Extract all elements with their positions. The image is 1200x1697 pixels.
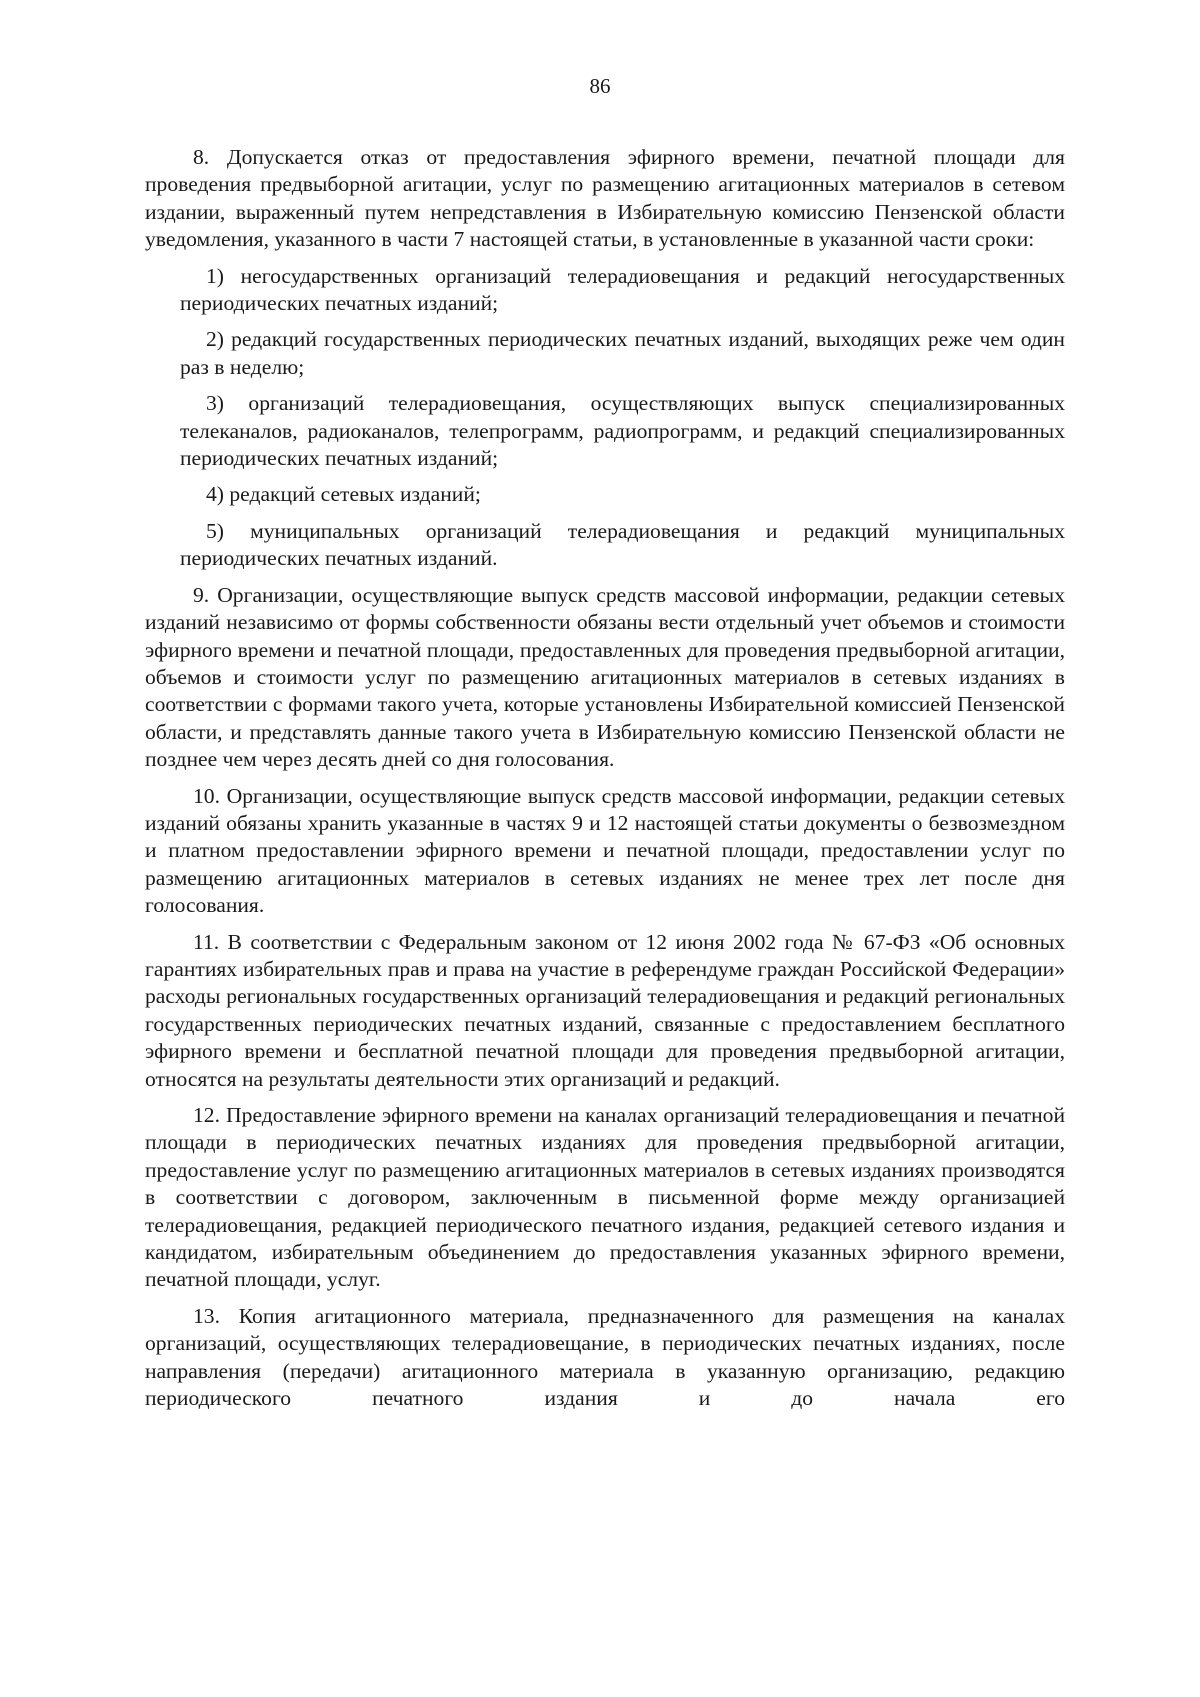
list-item-2: 2) редакций государственных периодических печатных изданий, выходящих реже чем один раз в неделю; [180, 327, 1065, 379]
list-item-1: 1) негосударственных организаций телерадиовещания и редакций негосударственных периодических печатных изданий; [180, 263, 1065, 316]
list-item-4: 4) редакций сетевых изданий; [206, 482, 481, 507]
list-item-5: 5) муниципальных организаций телерадиовещания и редакций муниципальных периодических печатных изданий. [180, 518, 1065, 571]
paragraph-13: 13. Копия агитационного материала, предназначенного для размещения на каналах организаций, осуществляющих телерадиовещание, в периодических печатных изданиях, после направления (передачи) агитационного материала в указанную организацию, редакцию периодического печатного издания и до начала его [145, 1303, 1065, 1411]
paragraph-8: 8. Допускается отказ от предоставления эфирного времени, печатной площади для проведения предвыборной агитации, услуг по размещению агитационных материалов в сетевом издании, выраженный путем непредставления в Избирательную комиссию Пензенской области уведомления, указанного в части 7 настоящей статьи, в установленные в указанной части сроки: [145, 145, 1065, 252]
paragraph-10: 10. Организации, осуществляющие выпуск средств массовой информации, редакции сетевых изданий обязаны хранить указанные в частях 9 и 12 настоящей статьи документы о безвозмездном и платном предоставлении эфирного времени и печатной площади, предоставлении услуг по размещению агитационных материалов в сетевых изданиях не менее трех лет после дня голосования. [145, 783, 1065, 918]
paragraph-11: 11. В соответствии с Федеральным законом от 12 июня 2002 года № 67-ФЗ «Об основных гарантиях избирательных прав и права на участие в референдуме граждан Российской Федерации» расходы региональных государственных организаций телерадиовещания и редакций региональных государственных периодических печатных изданий, связанные с предоставлением бесплатного эфирного времени и бесплатной печатной площади для проведения предвыборной агитации, относятся на результаты деятельности этих организаций и редакций. [145, 929, 1065, 1091]
page-number: 86 [589, 74, 611, 98]
list-item-3: 3) организаций телерадиовещания, осуществляющих выпуск специализированных телеканалов, радиоканалов, телепрограмм, радиопрограмм, и редакций специализированных периодических печатных изданий; [180, 391, 1065, 471]
paragraph-9: 9. Организации, осуществляющие выпуск средств массовой информации, редакции сетевых изданий независимо от формы собственности обязаны вести отдельный учет объемов и стоимости эфирного времени и печатной площади, предоставленных для проведения предвыборной агитации, объемов и стоимости услуг по размещению агитационных материалов в сетевых изданиях в соответствии с формами такого учета, которые установлены Избирательной комиссией Пензенской области, и представлять данные такого учета в Избирательную комиссию Пензенской области не позднее чем через десять дней со дня голосования. [145, 582, 1065, 772]
paragraph-12: 12. Предоставление эфирного времени на каналах организаций телерадиовещания и печатной площади в периодических печатных изданиях для проведения предвыборной агитации, предоставление услуг по размещению агитационных материалов в сетевых изданиях производятся в соответствии с договором, заключенным в письменной форме между организацией телерадиовещания, редакцией периодического печатного издания, редакцией сетевого издания и кандидатом, избирательным объединением до предоставления указанных эфирного времени, печатной площади, услуг. [145, 1103, 1065, 1292]
document-body [145, 144, 1065, 1412]
